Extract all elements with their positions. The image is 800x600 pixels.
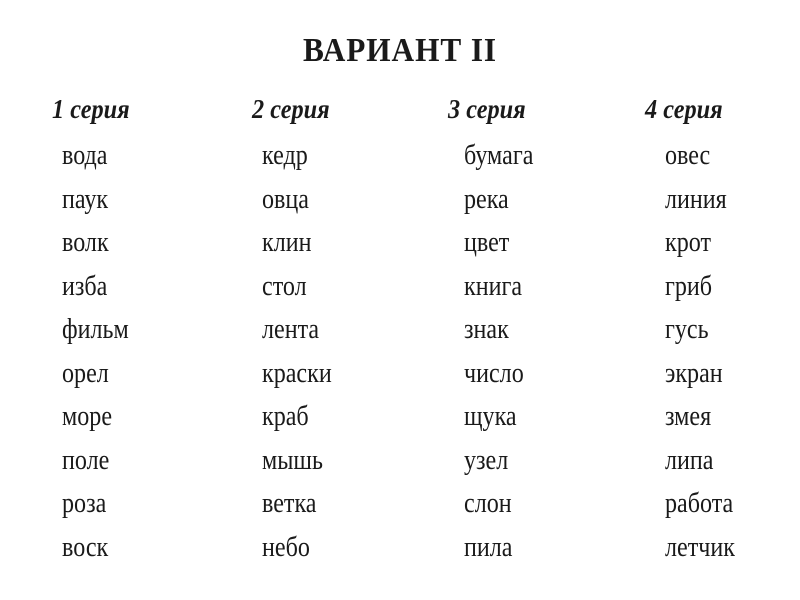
word-item: щука <box>464 401 517 432</box>
word-item: знак <box>464 314 509 345</box>
word-list <box>665 134 800 569</box>
series-column-3 <box>448 90 638 569</box>
word-list <box>464 134 638 569</box>
word-item: экран <box>665 357 723 389</box>
series-header: 4 серия <box>645 94 723 124</box>
word-item: узел <box>464 444 509 476</box>
word-item: овца <box>262 183 309 215</box>
series-column-4 <box>645 90 800 569</box>
word-item: линия <box>665 183 727 215</box>
word-item: краски <box>262 357 332 389</box>
series-header: 1 серия <box>52 94 130 124</box>
word-item: число <box>464 357 524 389</box>
word-item: гриб <box>665 270 713 302</box>
word-item: вода <box>62 140 108 171</box>
word-item: слон <box>464 488 512 519</box>
word-item: паук <box>62 183 109 215</box>
word-item: волк <box>62 227 109 258</box>
word-item: гусь <box>665 314 709 345</box>
word-item: липа <box>665 444 714 476</box>
series-header: 2 серия <box>252 94 330 124</box>
word-item: изба <box>62 270 108 302</box>
word-item: работа <box>665 488 734 519</box>
word-item: небо <box>262 531 310 563</box>
word-item: мышь <box>262 444 323 476</box>
word-item: змея <box>665 401 712 432</box>
word-list <box>62 134 242 569</box>
word-item: кедр <box>262 140 308 171</box>
word-item: цвет <box>464 227 510 258</box>
word-item: ветка <box>262 488 317 519</box>
word-list <box>262 134 442 569</box>
word-item: краб <box>262 401 309 432</box>
word-item: книга <box>464 270 523 302</box>
word-item: летчик <box>665 531 735 563</box>
word-item: воск <box>62 531 109 563</box>
word-item: море <box>62 401 113 432</box>
word-item: бумага <box>464 140 534 171</box>
series-column-1 <box>52 90 242 569</box>
word-item: фильм <box>62 314 129 345</box>
word-item: поле <box>62 444 110 476</box>
word-item: роза <box>62 488 107 519</box>
word-item: пила <box>464 531 513 563</box>
series-header: 3 серия <box>448 94 526 124</box>
word-item: орел <box>62 357 109 389</box>
word-item: река <box>464 183 509 215</box>
word-item: стол <box>262 270 307 302</box>
page-title: ВАРИАНТ II <box>302 32 498 69</box>
series-column-2 <box>252 90 442 569</box>
word-item: овес <box>665 140 711 171</box>
word-item: клин <box>262 227 312 258</box>
word-item: лента <box>262 314 320 345</box>
word-item: крот <box>665 227 711 258</box>
